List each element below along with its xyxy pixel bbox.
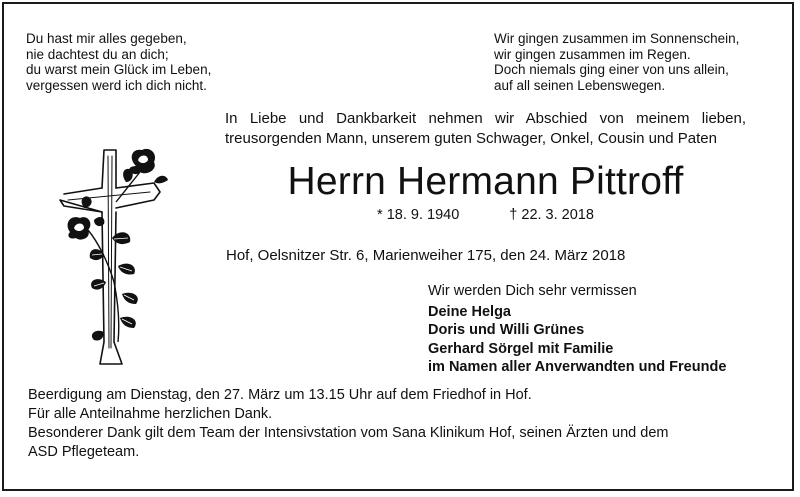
footer-line: Besonderer Dank gilt dem Team der Intensivstation vom Sana Klinikum Hof, seinen Ärzten und dem xyxy=(28,425,669,441)
poem-line: wir gingen zusammen im Regen. xyxy=(494,46,691,62)
poem-right xyxy=(494,31,739,93)
poem-line: du warst mein Glück im Leben, xyxy=(26,62,212,77)
birth-date: * 18. 9. 1940 xyxy=(377,207,460,223)
footer-line: Für alle Anteilnahme herzlichen Dank. xyxy=(28,406,273,422)
footer-line: ASD Pflegeteam. xyxy=(28,444,140,460)
deceased-name: Herrn Hermann Pittroff xyxy=(287,160,684,203)
mourner-name: Deine Helga xyxy=(428,303,511,320)
poem-left xyxy=(26,31,211,93)
mourner-name: Gerhard Sörgel mit Familie xyxy=(428,340,614,357)
place-and-date: Hof, Oelsnitzer Str. 6, Marienweiher 175, den 24. März 2018 xyxy=(226,247,626,264)
poem-line: Wir gingen zusammen im Sonnenschein, xyxy=(494,31,740,46)
poem-line: Doch niemals ging einer von uns allein, xyxy=(494,62,729,77)
mourners-block xyxy=(428,282,726,377)
mourners-heading: Wir werden Dich sehr vermissen xyxy=(428,283,637,299)
funeral-notes xyxy=(28,386,768,462)
footer-line: Beerdigung am Dienstag, den 27. März um 13.15 Uhr auf dem Friedhof in Hof. xyxy=(28,387,532,403)
intro-line: In Liebe und Dankbarkeit nehmen wir Abschied von meinem lieben, xyxy=(225,110,746,127)
poem-line: Du hast mir alles gegeben, xyxy=(26,31,187,46)
poem-line: nie dachtest du an dich; xyxy=(26,46,169,62)
death-date: † 22. 3. 2018 xyxy=(509,207,594,223)
cross-with-roses-icon xyxy=(58,142,198,374)
mourner-name: im Namen aller Anverwandten und Freunde xyxy=(428,359,727,375)
poem-line: vergessen werd ich dich nicht. xyxy=(26,77,207,93)
poem-line: auf all seinen Lebenswegen. xyxy=(494,77,666,93)
farewell-intro xyxy=(225,109,746,149)
life-dates xyxy=(225,206,746,224)
mourner-name: Doris und Willi Grünes xyxy=(428,322,585,338)
intro-line: treusorgenden Mann, unserem guten Schwager, Onkel, Cousin und Paten xyxy=(225,130,717,147)
